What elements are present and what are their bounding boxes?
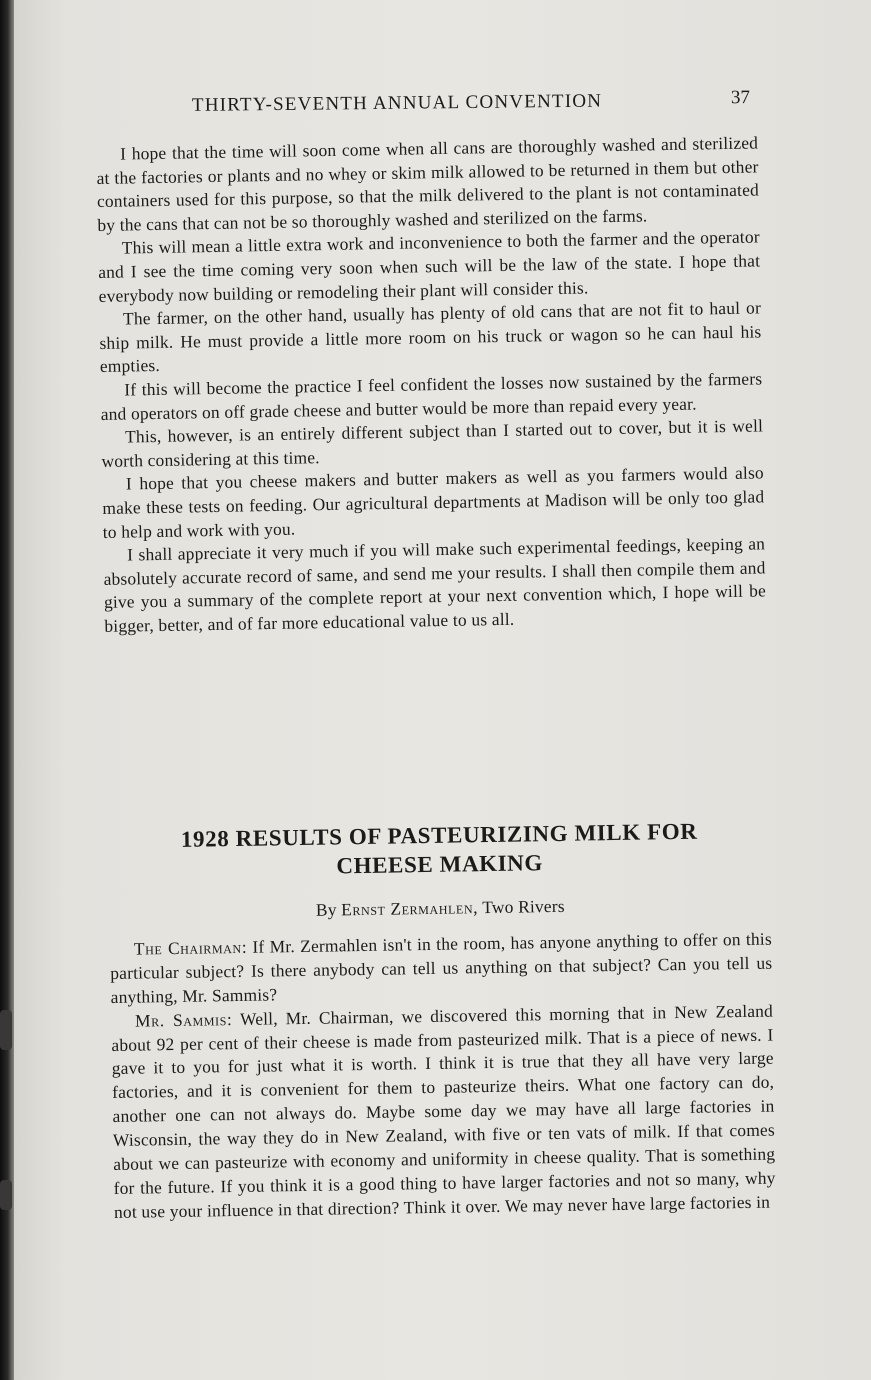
paragraph: I hope that you cheese makers and butter makers as well as you farmers would also make these tests on feeding. Our agricultural departments at Madison will be only too glad to help and work with you. [102, 462, 765, 542]
byline [109, 892, 771, 926]
dialogue-text: Well, Mr. Chairman, we discovered this morning that in New Zealand about 92 per cent of their cheese is made from pasteurized milk. That is a piece of news. I gave it to you for just what it is worth. I think it is true that they all have very large factories, and it is convenient for them to pasteurize theirs. What one factory can do, another one can not always do. Maybe some day we may have all large factories in Wisconsin, the way they do in New Zealand, with five or ten vats of milk. If that comes about we can pasteurize with economy and uniformity in cheese quality. That is something for the future. If you think it is a good thing to have larger factories and not so many, why not use your influence in that direction? Think it over. We may never have large factories in [111, 1000, 776, 1222]
page-number: 37 [730, 87, 751, 109]
speaker-label: The Chairman: [133, 936, 248, 959]
book-spine-edge [0, 0, 14, 1380]
byline-author: Ernst Zermahlen, [341, 897, 479, 920]
body-text [96, 131, 767, 638]
running-head [180, 89, 760, 125]
paragraph: This will mean a little extra work and inconvenience to both the farmer and the operator and I see the time coming very soon when such will be the law of the state. I hope that everybody now building or remodeling their plant will consider this. [98, 226, 761, 306]
paragraph: I hope that the time will soon come when all cans are thoroughly washed and sterilized at the factories or plants and no whey or skim milk allowed to be returned in them but other containers used for this purpose, so that the milk delivered to the plant is not contaminated by the cans that can not be so thoroughly washed and sterilized on the farms. [96, 132, 760, 235]
dialogue-paragraph [110, 927, 773, 1009]
paragraph: If this will become the practice I feel confident the losses now sustained by the farmers and operators on off grade cheese and butter would be more than repaid every year. [100, 368, 763, 424]
byline-place: Two Rivers [482, 895, 565, 918]
paragraph: The farmer, on the other hand, usually has plenty of old cans that are not fit to haul or ship milk. He must provide a little more room on his truck or wagon so he can haul his empties. [99, 297, 762, 377]
paragraph: I shall appreciate it very much if you will make such experimental feedings, keeping an absolutely accurate record of same, and send me your results. I shall then compile them and give you a summary of the complete report at your next convention which, I hope will be bigger, better, and of far more educational value to us all. [103, 533, 767, 636]
dialogue-text: If Mr. Zermahlen isn't in the room, has anyone anything to offer on this particular subject? Is there anybody can tell us anything on that subject? Can you tell us anything, Mr. Sammis? [110, 928, 773, 1007]
speaker-label: Mr. Sammis: [134, 1008, 233, 1031]
binding-mark [0, 1180, 12, 1210]
binding-mark [0, 1010, 12, 1050]
section-title [108, 816, 771, 884]
section-title-line: CHEESE MAKING [336, 850, 544, 879]
byline-prefix: By [315, 899, 337, 920]
paragraph: This, however, is an entirely different subject than I started out to cover, but it is well worth considering at this time. [101, 415, 764, 471]
dialogue-paragraph [111, 999, 776, 1225]
article-section [108, 816, 776, 1225]
running-title: THIRTY-SEVENTH ANNUAL CONVENTION [191, 90, 603, 116]
section-title-line: 1928 RESULTS OF PASTEURIZING MILK FOR [180, 818, 698, 852]
